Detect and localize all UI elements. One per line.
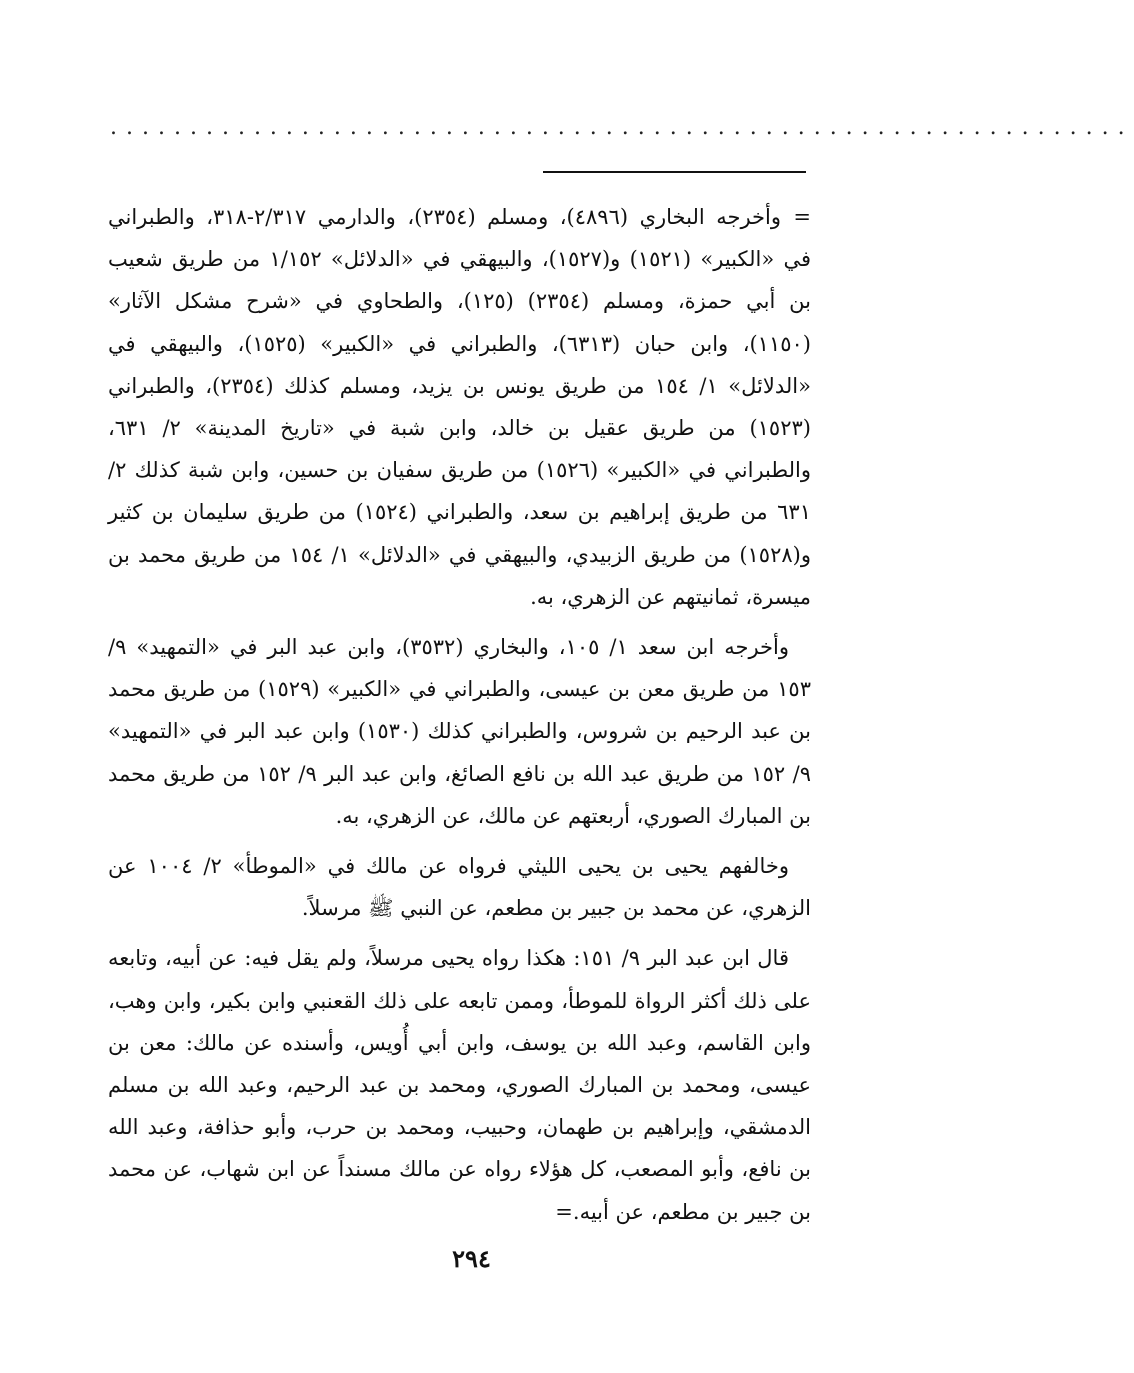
footnote-paragraph: وخالفهم يحيى بن يحيى الليثي فرواه عن مالك في «الموطأ» ٢/ ١٠٠٤ عن الزهري، عن محمد بن جبير بن مطعم، عن النبي ﷺ مرسلاً. xyxy=(108,854,811,921)
footnote-block xyxy=(108,196,811,1241)
dotted-separator: ................................................................ xyxy=(110,115,1134,140)
footnote-rule xyxy=(543,171,806,173)
page-number: ٢٩٤ xyxy=(452,1244,491,1273)
footnote-paragraph: وأخرجه ابن سعد ١/ ١٠٥، والبخاري (٣٥٣٢)، وابن عبد البر في «التمهيد» ٩/ ١٥٣ من طريق معن بن عيسى، والطبراني في «الكبير» (١٥٢٩) من طريق محمد بن عبد الرحيم بن شروس، والطبراني كذلك (١٥٣٠) وابن عبد البر في «التمهيد» ٩/ ١٥٢ من طريق عبد الله بن نافع الصائغ، وابن عبد البر ٩/ ١٥٢ من طريق محمد بن المبارك الصوري، أربعتهم عن مالك، عن الزهري، به. xyxy=(108,635,811,828)
footnote-paragraph-text: وأخرجه البخاري (٤٨٩٦)، ومسلم (٢٣٥٤)، والدارمي ٢/٣١٧-٣١٨، والطبراني في «الكبير» (١٥٢١) و(١٥٢٧)، والبيهقي في «الدلائل» ١/١٥٢ من طريق شعيب بن أبي حمزة، ومسلم (٢٣٥٤) (١٢٥)، والطحاوي في «شرح مشكل الآثار» (١١٥٠)، وابن حبان (٦٣١٣)، والطبراني في «الكبير» (١٥٢٥)، والبيهقي في «الدلائل» ١/ ١٥٤ من طريق يونس بن يزيد، ومسلم كذلك (٢٣٥٤)، والطبراني (١٥٢٣) من طريق عقيل بن خالد، وابن شبة في «تاريخ المدينة» ٢/ ٦٣١، والطبراني في «الكبير» (١٥٢٦) من طريق سفيان بن حسين، وابن شبة كذلك ٢/ ٦٣١ من طريق إبراهيم بن سعد، والطبراني (١٥٢٤) من طريق سليمان بن كثير و(١٥٢٨) من طريق الزبيدي، والبيهقي في «الدلائل» ١/ ١٥٤ من طريق محمد بن ميسرة، ثمانيتهم عن الزهري، به. xyxy=(108,205,812,609)
footnote-paragraph xyxy=(108,196,811,618)
footnote-paragraph: قال ابن عبد البر ٩/ ١٥١: هكذا رواه يحيى مرسلاً، ولم يقل فيه: عن أبيه، وتابعه على ذلك أكثر الرواة للموطأ، وممن تابعه على ذلك القعنبي وابن بكير، وابن وهب، وابن القاسم، وعبد الله بن يوسف، وابن أبي أُويس، وأسنده عن مالك: معن بن عيسى، ومحمد بن المبارك الصوري، ومحمد بن عبد الرحيم، وعبد الله بن مسلم الدمشقي، وإبراهيم بن طهمان، وحبيب، ومحمد بن حرب، وأبو حذافة، وعبد الله بن نافع، وأبو المصعب، كل هؤلاء رواه عن مالك مسنداً عن ابن شهاب، عن محمد بن جبير بن مطعم، عن أبيه.= xyxy=(108,946,811,1224)
continuation-mark: = xyxy=(793,205,811,229)
